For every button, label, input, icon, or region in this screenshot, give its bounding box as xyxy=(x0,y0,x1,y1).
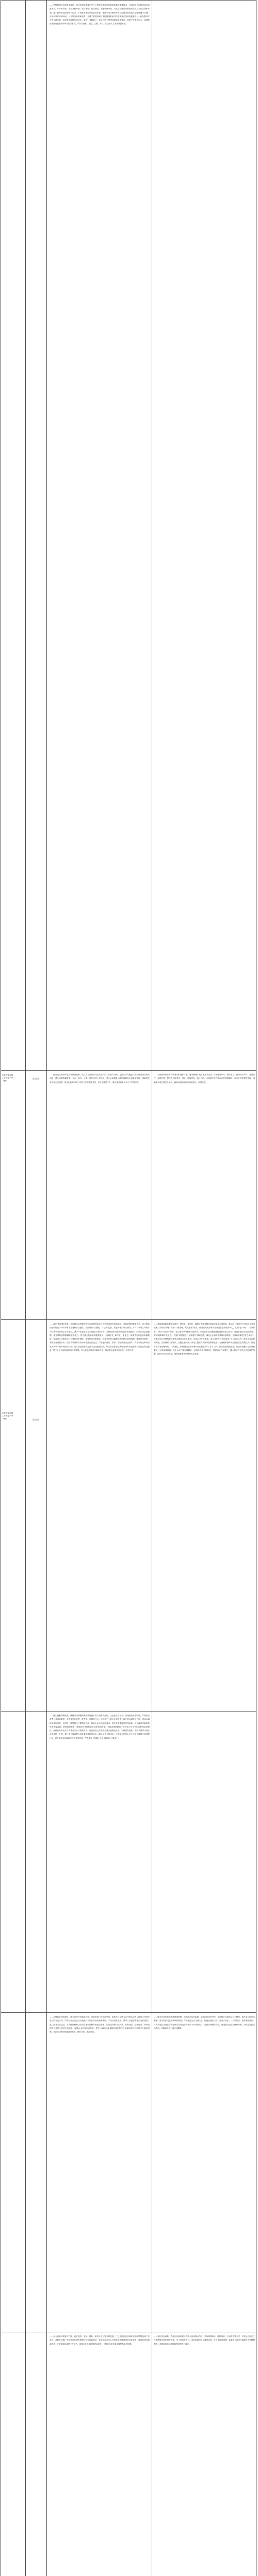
status-mark: 已完成 xyxy=(33,1077,39,1080)
measures-cell: ……健全优化营商环境工作推进机制，成立由主要负责同志任组长的工作领导小组，定期召开专题会议研究解决重点难点问题；建立问题线索收集、交办、督办、反馈、销号闭环工作机制，对企业和群众反映的问题实行清单化管理，明确责任单位和完成时限；将优化营商环境工作纳入年度绩效考核，对工作推进不力、敷衍塞责的单位和个人严肃问责。 xyxy=(50,1074,150,1083)
measures-cell: ……加大营商环境宣传力度，通过报纸、电视、网站、微信公众号等多种渠道，广泛宣传优化营商环境的政策措施和工作成效；及时总结推广优化营商环境的典型经验和创新做法，营造全社会关心支持营商环境建设的良好氛围；聘请营商环境监督员，开展营商环境第三方评估，客观评价营商环境建设成效，为持续优化营商环境提供参考依据。 xyxy=(50,2335,150,2345)
notes-cell xyxy=(154,1714,255,2009)
measures-cell: ……严格按照住房城乡建设部、省住房城乡建设厅关于工程建设项目审批制度改革的部署要求，全面梳理工程建设项目审批事项、环节和材料，推行并联审批、联合审图、联合验收，压缩审批时限；对社会投资的小型低风险项目实行告知承诺制，施工图审查由政府购买服务，不再要求建设单位委托审查；推进水电气暖等市政公用服务报装接入全流程网上办理，压减报装环节和时间，公开服务标准和收费；加强工程建设项目审批管理系统与投资项目在线审批监管平台、政务服务平台等互联互通，实现审批数据实时共享，做到“一网通办”；持续开展工程建设领域专项整治，规范中介服务行为，清理规范审批前置条件和中介服务事项，严禁以备案、登记、注册、年检、认定等名义变相设置审批。 xyxy=(50,4,150,25)
table-row xyxy=(1,1,256,1070)
notes-cell: ……强化督查问效，将优化营商环境工作纳入督查重点内容，采取明察暗访、随机抽查、专项督查等方式，对各地各部门工作推进情况进行跟踪督查；对工作推进有力、成效明显的予以通报表扬，对工作推进缓慢、措施不力的进行通报批评并限期整改，对损害营商环境的典型案例进行曝光。 xyxy=(154,2335,255,2345)
notes-cell: ……对照国家和省营商环境评价指标体系，逐项梳理本地区在开办企业、办理建筑许可、获得电力、获得用水用气、登记财产、获得信贷、保护中小投资者、纳税、跨境贸易、执行合同、办理破产等方面存在的短板弱项，制定针对性整改措施，明确牵头单位和配合单位，确保各项整改任务落到实处、取得实效。 xyxy=(154,1074,255,1083)
table-row xyxy=(1,2332,256,2576)
measures-cell: ……深化“放管服”改革，全面推行证明事项告知承诺制和涉企经营许可事项告知承诺制，对能够通过数据共享、部门核验获取的信息一律不再要求企业和群众提供；全面推行“双随机、一公开”监管，推进跨部门联合抽查，对同一市场主体的多个检查事项原则上合并进行，减少对企业正常生产经营活动的干扰；加快推进“互联网+监管”系统建设，归集各类监管数据，提升风险预警和精准监管能力；建立健全包容审慎监管机制，对新技术、新产业、新业态、新模式实行包容审慎监管，探索建立轻微违法行为免罚清单制度；加强信用体系建设，完善守信联合激励和失信联合惩戒机制，推进信用修复，帮助企业重塑信用；依法平等保护各类市场主体合法权益，严禁违法查封、扣押、冻结涉案企业财产，防止和纠正利用行政或刑事手段干预经济纠纷；建立涉企政策制定征求企业意见机制，制定出台涉企政策时充分听取企业和行业协会商会意见，给予企业合理的政策适应调整期；加大惠企政策宣传解读力度，推动惠企政策直达快享、应享尽享。 xyxy=(50,1323,150,1352)
notes-cell: ……持续推进政务服务标准化、规范化、便利化，编制公布政务服务事项清单和办事指南，推动同一事项在不同地区无差别受理、同标准办理；深化“一窗受理、集成服务”改革，推进政务服务事项全部进驻政务服务中心，实现“进一扇门、办所有事”；推行“好差评”制度，建立差评事项整改反馈机制，以企业和群众满意度倒逼服务质量提升；加快推进电子证照应用，实现高频事项“免证办”；拓展“跨省通办”“全省通办”事项范围，满足企业和群众异地办事需求；开展政务服务“帮办代办”，为重点项目和特殊群体提供全程帮办代办服务；优化企业开办流程，将企业开办时间压缩至1个工作日以内；推进企业注销便利化，完善简易注销程序，压缩注销时间；深化工程建设项目审批制度改革，全流程审批时间压缩至法定时限以内；推进不动产登记便利化，一般登记、抵押登记业务办理时间压缩至3个工作日以内；持续优化纳税服务，拓展非接触式办税缴费服务，压减纳税时间；优化水电气暖报装服务，压减办理环节和时间；加强知识产权保护，健全知识产权快速协同保护机制；提升执行合同效率，缩短商事案件审理和执行周期。 xyxy=(154,1323,255,1355)
item-name: 优化营商环境 工作推进机制 （略） xyxy=(2,1412,13,1420)
document-table xyxy=(1,0,256,2576)
table-row xyxy=(1,1319,256,1711)
measures-cell: ……落实减税降费政策，确保各项减税降费政策措施不折不扣落实到位，让企业应享尽享；清理规范涉企收费，严格执行收费目录清单制度，坚决查处乱收费、乱罚款、乱摊派行为；加大对中小微企业和个体工商户的金融支持力度，推动金融机构增加首贷、信用贷、续贷和中长期贷款投放，降低企业综合融资成本；建立政府性融资担保体系，扩大政府性融资担保业务覆盖面，降低担保费率；推进政府采购和招标投标领域改革，全面清理妨碍统一市场和公平竞争的各种规定和做法，保障各类市场主体平等参与公共资源交易；加快推进公共资源交易全流程电子化，实现招标投标、政府采购等交易活动全程网上办理；推行电子保函替代现金缴纳投标保证金，降低企业交易成本；开展拖欠民营企业中小企业账款专项清理行动，建立防范和化解拖欠账款长效机制，严格落实《保障中小企业款项支付条例》。 xyxy=(50,1715,150,1739)
item-name: 优化营商环境 工作推进机制 （略） xyxy=(2,1074,13,1082)
table-row xyxy=(1,2012,256,2332)
table-row xyxy=(1,1070,256,1319)
measures-cell: ……加强政务诚信建设，建立政府守信践诺机制，对政府部门在招商引资、政府与社会资本合作等活动中与投资主体依法签订的各类合同，严格兑现向社会及行政相对人依法作出的政策承诺，不得以政府换届、领导人员更替等理由违约毁约；建立政务失信记录，将各级政府和公务员在履职过程中因违法违规、失信违约被司法判决、行政处罚、纪律处分、问责处理等信息纳入政务失信记录；畅通企业诉求反映渠道，建立“12345”政务服务便民热线与营商环境投诉举报平台联动机制，对企业反映的问题及时受理、限时办结、跟踪回访。 xyxy=(50,2016,150,2033)
table-row xyxy=(1,1711,256,2012)
status-mark: 已完成 xyxy=(33,1418,39,1421)
notes-cell: ……健全法治化营商环境保障机制，加强涉企执法监督，规范行政执法行为，全面推行行政执法公示制度、执法全过程记录制度、重大执法决定法制审核制度；严格规范公正文明执法，杜绝选择性执法、运动式执法、一刀切执法；推行柔性执法，对初次违法且危害后果轻微并及时改正的依法不予行政处罚；加强法律服务供给，组建服务企业法律顾问团，为企业提供法律咨询、风险防范等公益法律服务。 xyxy=(154,2016,255,2029)
